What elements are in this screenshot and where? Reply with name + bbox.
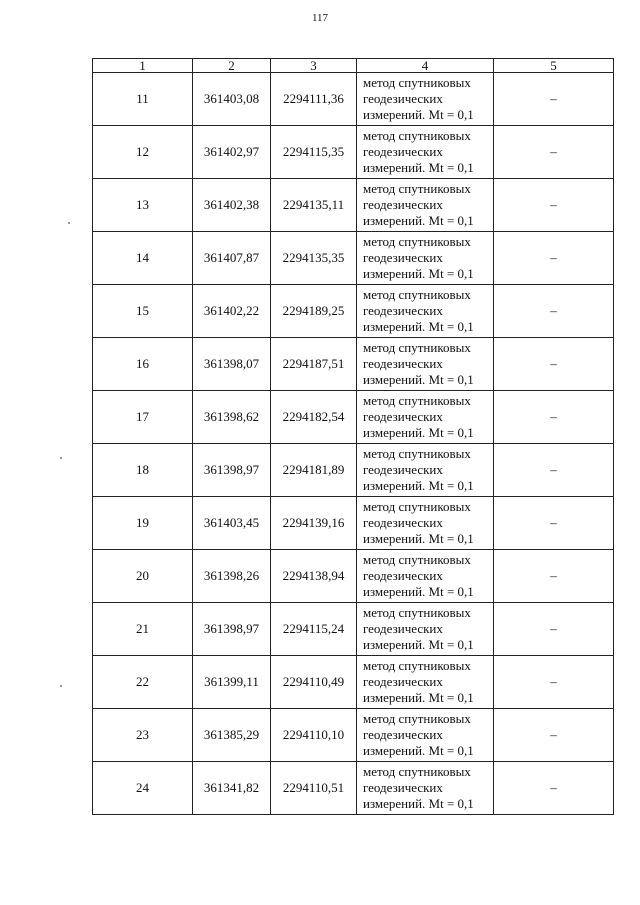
y-coordinate-cell: 2294138,94 [271,550,357,603]
scan-speck [60,457,62,459]
x-coordinate-cell: 361385,29 [193,709,271,762]
coordinates-table [92,58,614,815]
dash-mark: – [550,780,557,795]
x-coordinate-cell: 361341,82 [193,762,271,815]
method-cell [357,338,494,391]
method-text-line: измерений. Mt = 0,1 [363,531,474,546]
scan-speck [68,222,70,224]
point-number-cell: 16 [93,338,193,391]
method-text-line: измерений. Mt = 0,1 [363,796,474,811]
method-text-line: геодезических [363,197,443,212]
dash-mark: – [550,197,557,212]
dash-mark: – [550,621,557,636]
method-text-line: геодезических [363,727,443,742]
method-text-line: измерений. Mt = 0,1 [363,319,474,334]
y-coordinate-cell: 2294135,11 [271,179,357,232]
note-cell [494,126,614,179]
dash-mark: – [550,568,557,583]
header-col-3: 3 [271,59,357,73]
dash-mark: – [550,91,557,106]
x-coordinate-cell: 361403,45 [193,497,271,550]
note-cell [494,73,614,126]
method-text-line: метод спутниковых [363,552,471,567]
method-text-line: геодезических [363,303,443,318]
scan-speck [60,685,62,687]
note-cell [494,656,614,709]
y-coordinate-cell: 2294111,36 [271,73,357,126]
x-coordinate-cell: 361399,11 [193,656,271,709]
note-cell [494,497,614,550]
method-text-line: измерений. Mt = 0,1 [363,266,474,281]
method-text-line: метод спутниковых [363,181,471,196]
y-coordinate-cell: 2294115,35 [271,126,357,179]
method-cell [357,497,494,550]
point-number-cell: 15 [93,285,193,338]
method-text-line: измерений. Mt = 0,1 [363,743,474,758]
table-header-row [93,59,614,73]
table-row [93,709,614,762]
method-text-line: метод спутниковых [363,287,471,302]
x-coordinate-cell: 361398,26 [193,550,271,603]
method-cell [357,550,494,603]
method-text-line: измерений. Mt = 0,1 [363,637,474,652]
y-coordinate-cell: 2294189,25 [271,285,357,338]
method-text-line: геодезических [363,621,443,636]
point-number-cell: 24 [93,762,193,815]
table-row [93,285,614,338]
point-number-cell: 20 [93,550,193,603]
method-text-line: геодезических [363,91,443,106]
header-col-5: 5 [494,59,614,73]
table-row [93,656,614,709]
x-coordinate-cell: 361402,38 [193,179,271,232]
point-number-cell: 12 [93,126,193,179]
point-number-cell: 23 [93,709,193,762]
header-col-1: 1 [93,59,193,73]
method-text-line: метод спутниковых [363,234,471,249]
y-coordinate-cell: 2294182,54 [271,391,357,444]
method-cell [357,232,494,285]
note-cell [494,179,614,232]
method-cell [357,126,494,179]
header-col-4: 4 [357,59,494,73]
method-cell [357,179,494,232]
point-number-cell: 14 [93,232,193,285]
table-row [93,179,614,232]
note-cell [494,285,614,338]
method-cell [357,73,494,126]
method-text-line: метод спутниковых [363,446,471,461]
table-row [93,232,614,285]
method-text-line: геодезических [363,674,443,689]
note-cell [494,391,614,444]
table-row [93,338,614,391]
note-cell [494,762,614,815]
method-text-line: геодезических [363,780,443,795]
table-row [93,603,614,656]
method-text-line: геодезических [363,144,443,159]
table-row [93,550,614,603]
dash-mark: – [550,409,557,424]
x-coordinate-cell: 361398,07 [193,338,271,391]
method-text-line: метод спутниковых [363,75,471,90]
method-text-line: измерений. Mt = 0,1 [363,160,474,175]
dash-mark: – [550,515,557,530]
note-cell [494,338,614,391]
method-text-line: геодезических [363,568,443,583]
dash-mark: – [550,303,557,318]
method-text-line: метод спутниковых [363,393,471,408]
note-cell [494,603,614,656]
point-number-cell: 13 [93,179,193,232]
method-text-line: геодезических [363,515,443,530]
dash-mark: – [550,674,557,689]
note-cell [494,232,614,285]
method-cell [357,656,494,709]
method-text-line: измерений. Mt = 0,1 [363,478,474,493]
header-col-2: 2 [193,59,271,73]
x-coordinate-cell: 361403,08 [193,73,271,126]
method-text-line: метод спутниковых [363,764,471,779]
y-coordinate-cell: 2294187,51 [271,338,357,391]
dash-mark: – [550,144,557,159]
method-cell [357,444,494,497]
y-coordinate-cell: 2294181,89 [271,444,357,497]
note-cell [494,444,614,497]
table-row [93,126,614,179]
method-text-line: геодезических [363,462,443,477]
dash-mark: – [550,356,557,371]
y-coordinate-cell: 2294110,51 [271,762,357,815]
point-number-cell: 22 [93,656,193,709]
dash-mark: – [550,727,557,742]
method-cell [357,762,494,815]
method-text-line: геодезических [363,250,443,265]
method-text-line: метод спутниковых [363,340,471,355]
page-number: 117 [311,12,329,24]
note-cell [494,709,614,762]
method-text-line: метод спутниковых [363,658,471,673]
method-text-line: метод спутниковых [363,499,471,514]
dash-mark: – [550,462,557,477]
method-cell [357,285,494,338]
point-number-cell: 19 [93,497,193,550]
method-text-line: метод спутниковых [363,128,471,143]
table-row [93,391,614,444]
method-text-line: метод спутниковых [363,605,471,620]
table-row [93,444,614,497]
method-text-line: измерений. Mt = 0,1 [363,690,474,705]
table-row [93,73,614,126]
table-body [93,73,614,815]
table-row [93,497,614,550]
x-coordinate-cell: 361398,97 [193,444,271,497]
y-coordinate-cell: 2294139,16 [271,497,357,550]
method-text-line: измерений. Mt = 0,1 [363,213,474,228]
method-text-line: измерений. Mt = 0,1 [363,107,474,122]
method-text-line: геодезических [363,409,443,424]
table-row [93,762,614,815]
x-coordinate-cell: 361402,22 [193,285,271,338]
method-text-line: измерений. Mt = 0,1 [363,372,474,387]
y-coordinate-cell: 2294110,49 [271,656,357,709]
y-coordinate-cell: 2294110,10 [271,709,357,762]
y-coordinate-cell: 2294135,35 [271,232,357,285]
method-cell [357,709,494,762]
method-text-line: геодезических [363,356,443,371]
x-coordinate-cell: 361402,97 [193,126,271,179]
point-number-cell: 18 [93,444,193,497]
dash-mark: – [550,250,557,265]
method-cell [357,391,494,444]
note-cell [494,550,614,603]
method-text-line: измерений. Mt = 0,1 [363,584,474,599]
method-text-line: метод спутниковых [363,711,471,726]
point-number-cell: 17 [93,391,193,444]
x-coordinate-cell: 361398,62 [193,391,271,444]
x-coordinate-cell: 361407,87 [193,232,271,285]
point-number-cell: 21 [93,603,193,656]
y-coordinate-cell: 2294115,24 [271,603,357,656]
method-cell [357,603,494,656]
x-coordinate-cell: 361398,97 [193,603,271,656]
method-text-line: измерений. Mt = 0,1 [363,425,474,440]
point-number-cell: 11 [93,73,193,126]
